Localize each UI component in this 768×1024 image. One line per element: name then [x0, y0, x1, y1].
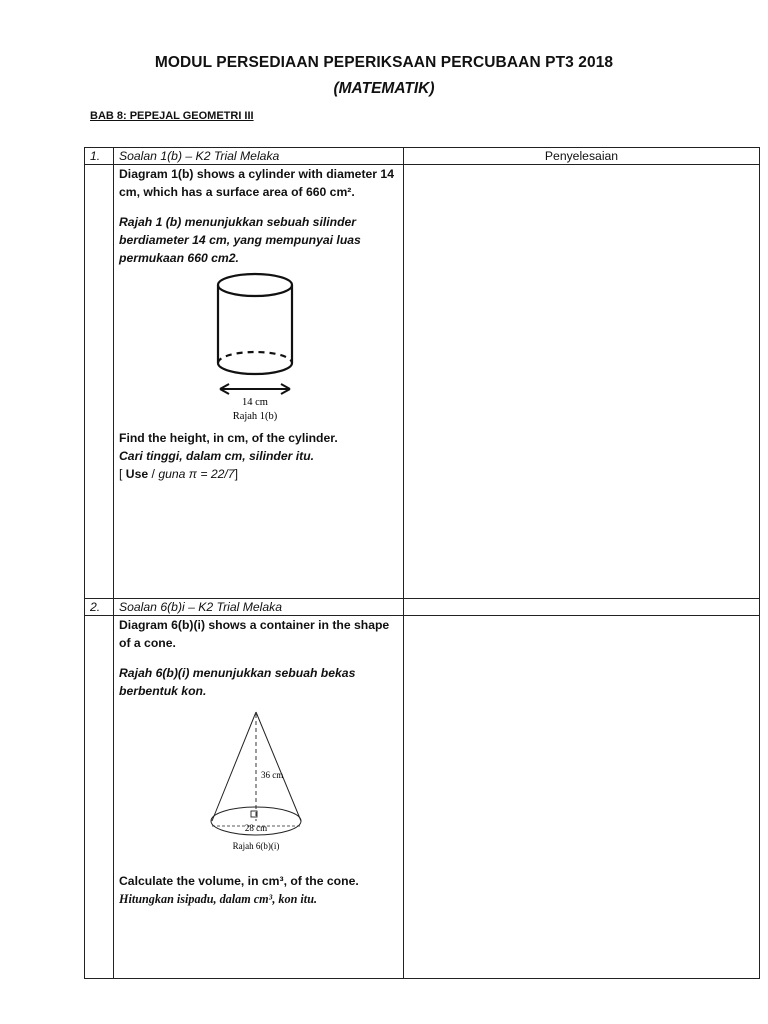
solution-header: Penyelesaian: [404, 148, 760, 165]
cone-base-label: 28 cm: [244, 823, 268, 833]
question-1-hint: [119, 465, 398, 483]
question-1-number-blank: [85, 165, 114, 599]
question-2-content: [114, 616, 404, 979]
document-title: MODUL PERSEDIAAN PEPERIKSAAN PERCUBAAN PT3 2018: [154, 54, 614, 71]
question-1-title: Soalan 1(b) – K2 Trial Melaka: [114, 148, 404, 165]
cylinder-caption: Rajah 1(b): [232, 411, 278, 422]
question-table: [84, 147, 760, 979]
cone-height-label: 36 cm: [261, 770, 284, 780]
question-2-title: Soalan 6(b)i – K2 Trial Melaka: [114, 599, 404, 616]
document-subtitle: (MATEMATIK): [333, 80, 435, 97]
question-1-header-row: [85, 148, 760, 165]
question-1-text-ms: Rajah 1 (b) menunjukkan sebuah silinder berdiameter 14 cm, yang mempunyai luas permukaan 660 cm2.: [119, 215, 361, 265]
cylinder-diagram: [119, 267, 399, 427]
question-1-number: 1.: [85, 148, 114, 165]
question-1-ask-ms: Cari tinggi, dalam cm, silinder itu.: [119, 449, 315, 463]
question-1-text-en: Diagram 1(b) shows a cylinder with diameter 14 cm, which has a surface area of 660 cm².: [119, 167, 394, 199]
hint-open: [: [119, 467, 126, 481]
question-2-text-ms: Rajah 6(b)(i) menunjukkan sebuah bekas berbentuk kon.: [119, 666, 356, 698]
question-2-solution-space[interactable]: [404, 616, 760, 979]
question-2-header-blank: [404, 599, 760, 616]
question-2-ask-en: Calculate the volume, in cm³, of the cone.: [119, 874, 359, 888]
question-2-header-row: [85, 599, 760, 616]
hint-separator: /: [148, 467, 159, 481]
chapter-heading: BAB 8: PEPEJAL GEOMETRI III: [90, 110, 254, 122]
cone-diagram: [119, 700, 399, 868]
question-1-ask-en: Find the height, in cm, of the cylinder.: [119, 431, 338, 445]
hint-guna: guna π = 22/7: [158, 467, 235, 481]
question-2-text-en: Diagram 6(b)(i) shows a container in the shape of a cone.: [119, 618, 390, 650]
hint-use: Use: [125, 467, 149, 481]
cylinder-diameter-label: 14 cm: [242, 397, 268, 408]
question-2-ask-ms: Hitungkan isipadu, dalam cm³, kon itu.: [119, 892, 318, 906]
question-1-solution-space[interactable]: [404, 165, 760, 599]
question-1-body-row: [85, 165, 760, 599]
question-1-content: [114, 165, 404, 599]
question-2-body-row: [85, 616, 760, 979]
question-2-number: 2.: [85, 599, 114, 616]
hint-close: ]: [234, 467, 238, 481]
cone-caption: Rajah 6(b)(i): [232, 841, 280, 851]
question-2-number-blank: [85, 616, 114, 979]
